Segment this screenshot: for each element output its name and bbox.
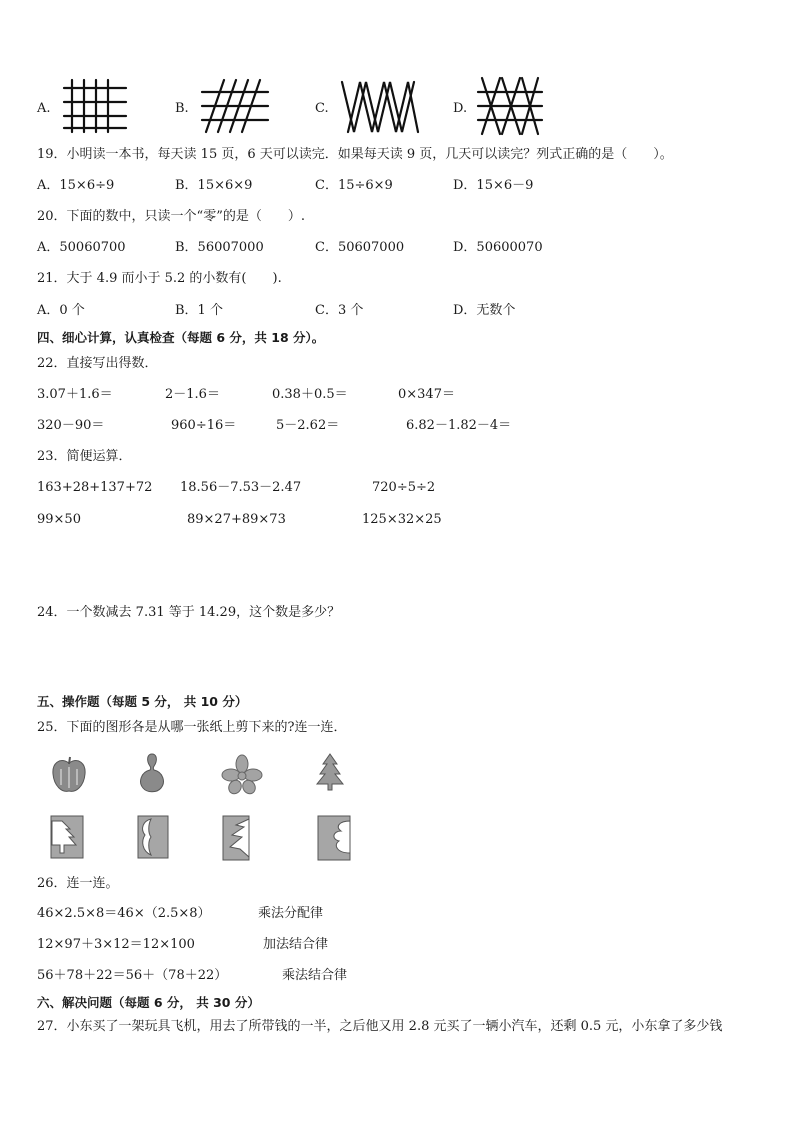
q18-option-a-label: A.	[37, 101, 51, 116]
paper-with-flower-hole-icon[interactable]	[317, 815, 351, 861]
q21-option-a[interactable]: A．0 个	[37, 303, 85, 318]
q18-option-d-label: D.	[453, 101, 468, 116]
q19-option-b[interactable]: B．15×6×9	[175, 178, 253, 193]
q25-stem: 25．下面的图形各是从哪一张纸上剪下来的?连一连．	[37, 720, 347, 735]
q23-item: 89×27+89×73	[187, 512, 286, 527]
q23-item: 125×32×25	[362, 512, 442, 527]
paper-with-tree-hole-icon[interactable]	[50, 815, 84, 859]
q22-item: 960÷16＝	[171, 418, 237, 433]
tree-cutout-icon[interactable]	[315, 752, 345, 792]
q21-stem: 21．大于 4.9 而小于 5.2 的小数有( ).	[37, 271, 282, 286]
q26-stem: 26．连一连。	[37, 876, 119, 891]
q24-stem: 24．一个数减去 7.31 等于 14.29，这个数是多少？	[37, 605, 341, 620]
section-5-title: 五、操作题（每题 5 分， 共 10 分）	[37, 694, 248, 709]
q19-stem: 19．小明读一本书，每天读 15 页，6 天可以读完．如果每天读 9 页，几天可以读完？列式正确的是（ ）。	[37, 147, 673, 162]
q20-option-a[interactable]: A．50060700	[37, 240, 126, 255]
q23-item: 163+28+137+72	[37, 480, 153, 495]
q19-option-c[interactable]: C．15÷6×9	[315, 178, 393, 193]
zigzag-lines-icon	[340, 78, 420, 136]
q23-item: 99×50	[37, 512, 81, 527]
q21-option-b[interactable]: B．1 个	[175, 303, 223, 318]
q22-item: 0×347＝	[398, 387, 455, 402]
q22-item: 2－1.6＝	[165, 387, 220, 402]
q26-right-item[interactable]: 乘法结合律	[282, 968, 348, 983]
q20-stem: 20．下面的数中，只读一个“零”的是（ ）.	[37, 209, 305, 224]
q22-item: 320－90＝	[37, 418, 105, 433]
q18-option-c-label: C.	[315, 101, 329, 116]
q19-option-d[interactable]: D．15×6－9	[453, 178, 534, 193]
q26-right-item[interactable]: 乘法分配律	[258, 906, 324, 921]
q23-item: 18.56－7.53－2.47	[180, 480, 302, 495]
section-4-title: 四、细心计算，认真检查（每题 6 分，共 18 分）。	[37, 330, 325, 345]
q22-stem: 22．直接写出得数．	[37, 356, 158, 371]
q27-stem: 27．小东买了一架玩具飞机，用去了所带钱的一半，之后他又用 2.8 元买了一辆小汽车，还剩 0.5 元，小东拿了多少钱	[37, 1019, 723, 1034]
q22-item: 0.38＋0.5＝	[272, 387, 348, 402]
paper-with-gourd-hole-icon[interactable]	[137, 815, 169, 859]
q20-option-c[interactable]: C．50607000	[315, 240, 405, 255]
q19-option-a[interactable]: A．15×6÷9	[37, 178, 115, 193]
q26-right-item[interactable]: 加法结合律	[263, 937, 329, 952]
apple-cutout-icon[interactable]	[50, 755, 88, 795]
q22-item: 5－2.62＝	[276, 418, 340, 433]
section-6-title: 六、解决问题（每题 6 分， 共 30 分）	[37, 995, 260, 1010]
q22-item: 3.07＋1.6＝	[37, 387, 113, 402]
q20-option-d[interactable]: D．50600070	[453, 240, 543, 255]
q23-item: 720÷5÷2	[372, 480, 436, 495]
q21-option-c[interactable]: C．3 个	[315, 303, 364, 318]
q26-left-item[interactable]: 46×2.5×8＝46×（2.5×8）	[37, 906, 211, 921]
paper-with-tree-edge-icon[interactable]	[222, 815, 250, 861]
q20-option-b[interactable]: B．56007000	[175, 240, 264, 255]
q22-item: 6.82－1.82－4＝	[406, 418, 512, 433]
q23-stem: 23．简便运算．	[37, 449, 132, 464]
q26-left-item[interactable]: 12×97＋3×12＝12×100	[37, 937, 195, 952]
gourd-cutout-icon[interactable]	[137, 752, 167, 794]
q18-option-b-label: B.	[175, 101, 189, 116]
q21-option-d[interactable]: D．无数个	[453, 303, 516, 318]
flower-cutout-icon[interactable]	[222, 755, 262, 793]
square-grid-icon	[62, 78, 128, 134]
slanted-grid-icon	[200, 78, 270, 134]
crossed-lines-icon	[478, 74, 544, 138]
q26-left-item[interactable]: 56＋78＋22＝56＋（78＋22）	[37, 968, 228, 983]
